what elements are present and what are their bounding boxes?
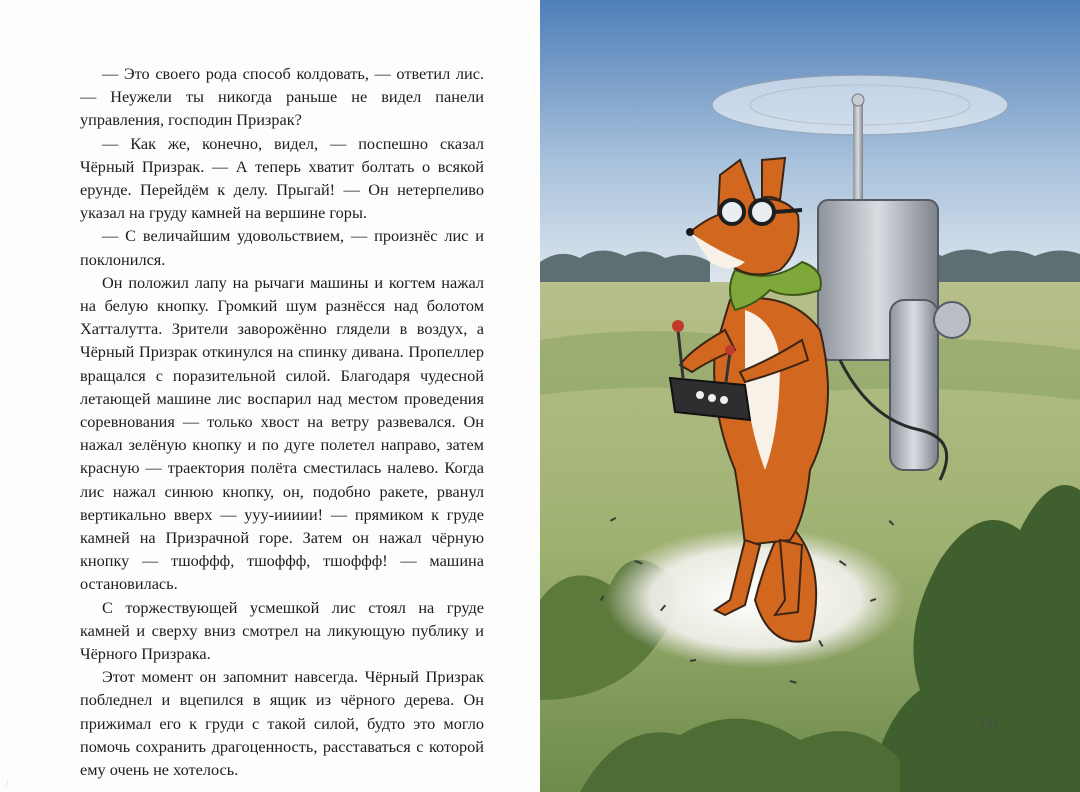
goggles-icon	[750, 200, 774, 224]
goggles-strap	[774, 210, 802, 212]
paragraph: Он положил лапу на рычаги машины и когтем нажал на белую кнопку. Громкий шум разнёсся над болотом Хатталутта. Зрители заворожённо глядели в воздух, а Чёрный Призрак откинулся на спинку дивана. Пропеллер вращался с поразительной силой. Благодаря чудесной летающей машине лис воспарил над местом проведения соревнования — только хвост на ветру развевался. Он нажал зелёную кнопку и по дуге полетел направо, затем красную — траектория полёта сместилась налево. Когда лис нажал синюю кнопку, он, подобно ракете, рванул вертикально вверх — ууу-иииии! — прямиком к груде камней на Призрачной горе. Затем он нажал чёрную кнопку — тшоффф, тшоффф, тшоффф! — машина остановилась.	[80, 272, 484, 594]
story-text	[80, 62, 484, 781]
paragraph: С торжествующей усмешкой лис стоял на груде камней и сверху вниз смотрел на ликующую публику и Чёрного Призрака.	[80, 597, 484, 664]
paragraph: — Как же, конечно, видел, — поспешно сказал Чёрный Призрак. — А теперь хватит болтать о всякой ерунде. Перейдём к делу. Прыгай! — Он нетерпеливо указал на груду камней на вершине горы.	[80, 133, 484, 223]
propeller-hub	[852, 94, 864, 106]
fox-ear	[762, 158, 785, 200]
goggles-icon	[720, 200, 744, 224]
engine-tank	[890, 300, 938, 470]
corner-mark: /	[6, 778, 9, 788]
red-lever-knob	[672, 320, 684, 332]
paragraph: — Это своего рода способ колдовать, — ответил лис. — Неужели ты никогда раньше не видел панели управления, господин Призрак?	[80, 64, 484, 130]
page-number: 151	[978, 714, 1001, 730]
fox-illustration	[540, 0, 1080, 792]
fox-nose	[686, 228, 694, 236]
paragraph: Этот момент он запомнит навсегда. Чёрный Призрак побледнел и вцепился в ящик из чёрного дерева. Он прижимал его к груди с такой силой, будто это могло помочь сохранить драгоценность, расставаться с которой ему очень не хотелось.	[80, 667, 484, 780]
illustration-page	[540, 0, 1080, 792]
engine-wheel	[934, 302, 970, 338]
paragraph: — С величайшим удовольствием, — произнёс лис и поклонился.	[80, 226, 484, 269]
control-button	[696, 391, 704, 399]
control-button	[708, 394, 716, 402]
control-button	[720, 396, 728, 404]
propeller-shaft	[853, 100, 863, 210]
red-lever-knob	[725, 345, 735, 355]
